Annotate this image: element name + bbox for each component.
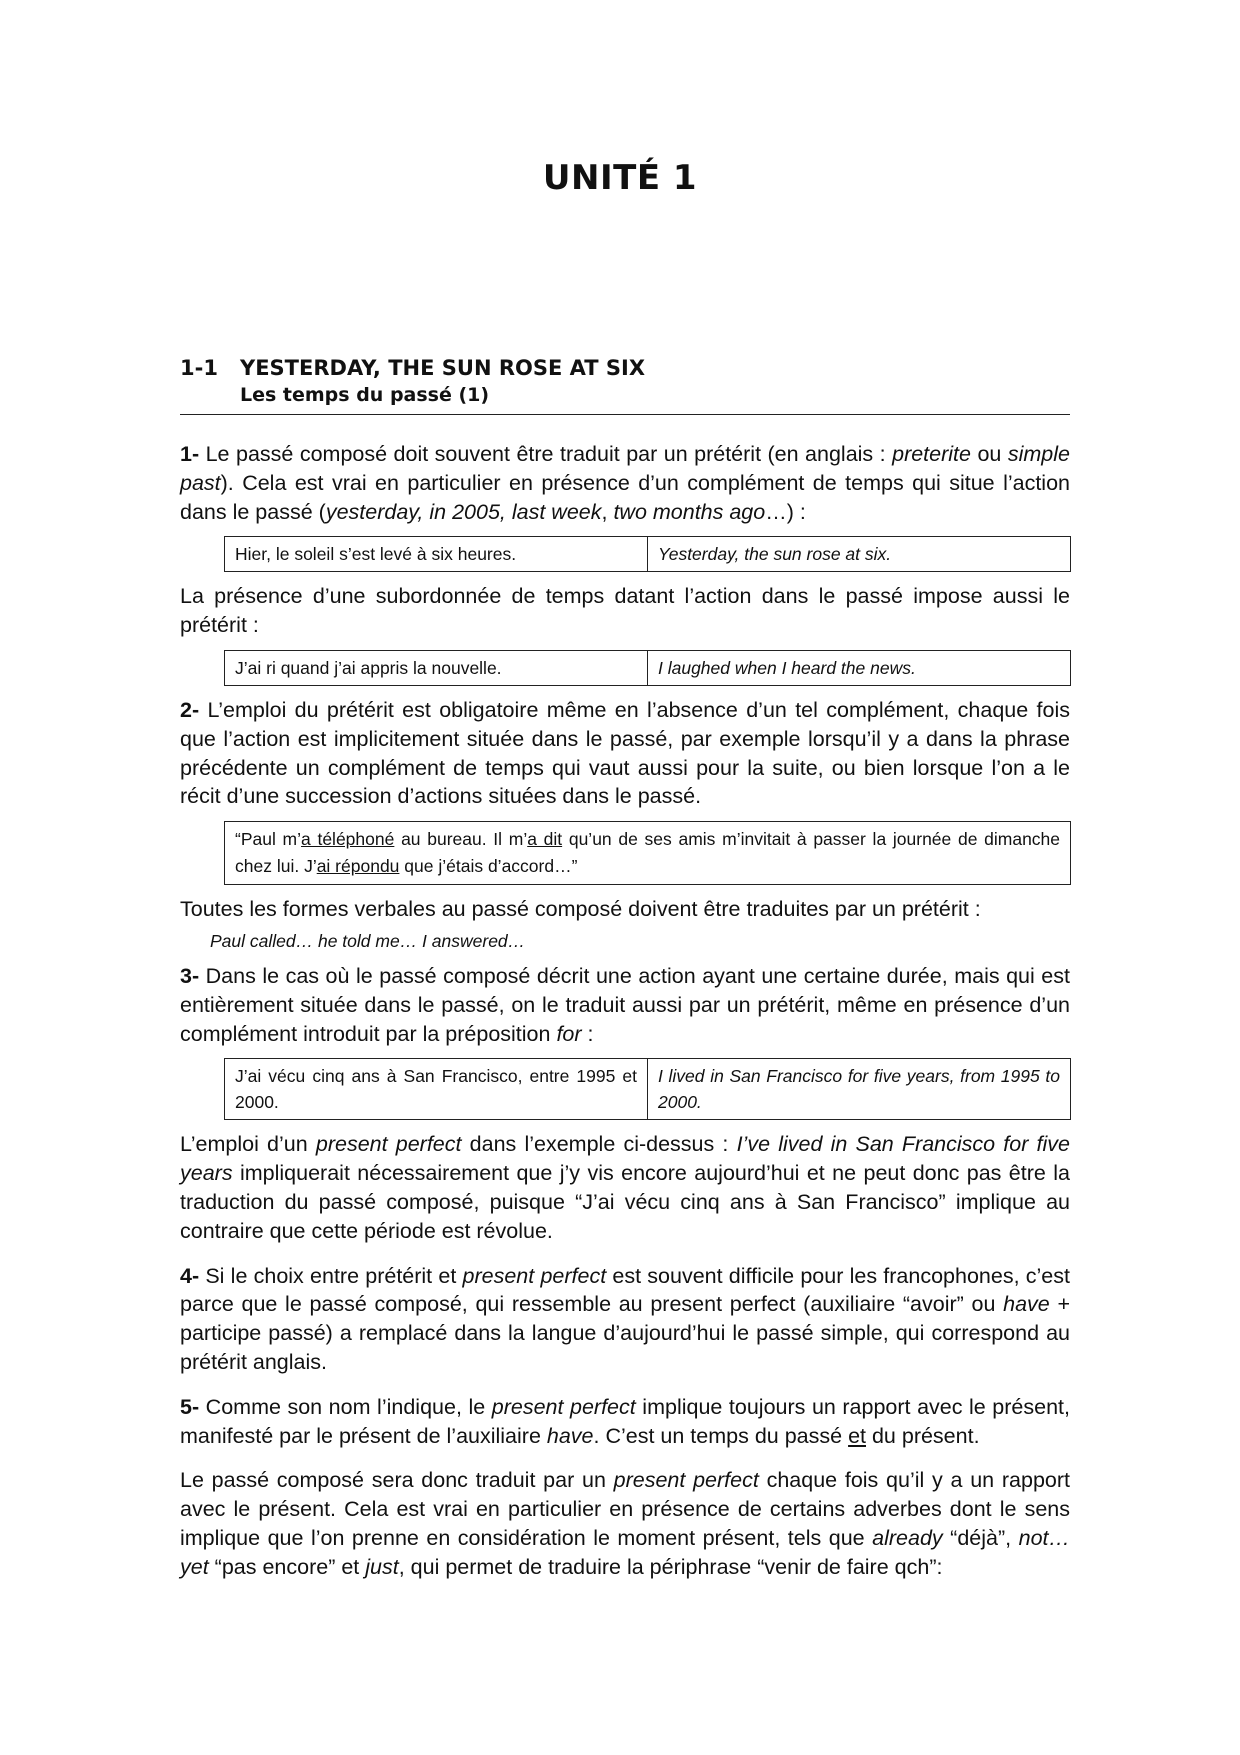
text-run: ou — [970, 442, 1008, 466]
text-run: L’emploi du prétérit est obligatoire même en l’absence d’un tel complément, chaque fois que l’action est implicitement située dans le passé, par exemple lorsqu’il y a dans la phrase précédente un complément de temps qui vaut aussi pour la suite, ou bien lorsque l’on a le récit d’une succession d’actions situées dans le passé. — [180, 697, 1070, 809]
paragraph-2 — [180, 696, 1070, 811]
section-subtitle: Les temps du passé (1) — [240, 384, 490, 406]
underlined-verb: a dit — [527, 829, 563, 850]
example-quote-box — [224, 821, 1071, 885]
text-run: du présent. — [866, 1423, 980, 1448]
italic-term: present perfect — [462, 1263, 607, 1288]
section-number: 1-1 — [180, 356, 218, 380]
paragraph-5 — [180, 1393, 1070, 1451]
paragraph-1 — [180, 440, 1070, 526]
text-run: ). Cela est vrai en particulier en présence d’un complément de temps qui situe l’action dans le passé ( — [180, 470, 1070, 524]
text-run: , qui permet de traduire la périphrase “venir de faire qch”: — [398, 1554, 943, 1579]
example-english: I lived in San Francisco for five years, from 1995 to 2000. — [648, 1059, 1071, 1120]
paragraph-number: 1- — [180, 442, 200, 466]
section-divider — [180, 414, 1070, 415]
paragraph-3 — [180, 962, 1070, 1048]
section-header — [180, 356, 1070, 415]
text-run: Le passé composé doit souvent être traduit par un prétérit (en anglais : — [199, 442, 893, 466]
text-run: . C’est un temps du passé — [593, 1423, 849, 1448]
paragraph-6 — [180, 1466, 1070, 1581]
italic-term: present perfect — [315, 1132, 462, 1157]
text-run: Comme son nom l’indique, le — [199, 1394, 492, 1419]
italic-term: not… yet — [180, 1525, 1070, 1579]
example-french: J’ai ri quand j’ai appris la nouvelle. — [225, 650, 648, 685]
underlined-word: et — [848, 1423, 866, 1448]
example-table-2 — [224, 650, 1071, 686]
italic-term: have — [546, 1423, 594, 1448]
italic-term: already — [872, 1525, 943, 1550]
text-run: “pas encore” et — [208, 1554, 366, 1579]
italic-term: simple past — [180, 442, 1070, 495]
example-row — [225, 537, 1071, 572]
section-title: YESTERDAY, THE SUN ROSE AT SIX — [240, 356, 646, 380]
example-table-1 — [224, 536, 1071, 572]
example-table-3 — [224, 1058, 1071, 1120]
paragraph-number: 3- — [180, 963, 200, 988]
paragraph-2b: Toutes les formes verbales au passé composé doivent être traduites par un prétérit : — [180, 897, 981, 922]
example-french: J’ai vécu cinq ans à San Francisco, entre 1995 et 2000. — [225, 1059, 648, 1120]
text-run: J’ — [304, 856, 317, 877]
text-run: + participe passé) a remplacé dans la langue d’aujourd’hui le passé simple, qui correspond au prétérit anglais. — [180, 1292, 1071, 1374]
text-run: chaque fois qu’il y a un rapport avec le présent. Cela est vrai en particulier en présence de certains adverbes dont le sens implique que l’on prenne en considération le moment présent, tels que — [180, 1468, 1070, 1550]
example-english: Yesterday, the sun rose at six. — [648, 537, 1071, 572]
underlined-verb: a téléphoné — [301, 829, 395, 850]
text-run: Le passé composé sera donc traduit par un — [180, 1468, 614, 1493]
italic-term: yesterday, in 2005, last week — [325, 499, 602, 524]
text-run: que j’étais d’accord…” — [399, 856, 578, 877]
underlined-verb: ai répondu — [316, 856, 400, 877]
text-run: au bureau. Il m’ — [394, 829, 528, 850]
text-run: Dans le cas où le passé composé décrit une action ayant une certaine durée, mais qui est entièrement située dans le passé, on le traduit aussi par un prétérit, même en présence d’un complément introduit par la préposition — [180, 963, 1070, 1046]
italic-term: present perfect — [613, 1468, 759, 1493]
text-run: , — [601, 499, 614, 524]
text-run: qu’un de ses amis m’invitait à passer la journée de dimanche chez lui. — [235, 829, 1061, 877]
text-run: “Paul m’ — [235, 829, 302, 850]
italic-term: present perfect — [491, 1394, 636, 1419]
italic-term: two months ago — [613, 499, 766, 524]
text-run: implique toujours un rapport avec le présent, manifesté par le présent de l’auxiliaire — [180, 1394, 1070, 1448]
page-title: UNITÉ 1 — [542, 158, 698, 198]
italic-term: have — [1003, 1292, 1050, 1317]
text-run: L’emploi d’un — [180, 1132, 316, 1157]
example-translation: Paul called… he told me… I answered… — [210, 930, 526, 951]
text-run: impliquerait nécessairement que j’y vis encore aujourd’hui et ne peut donc pas être la traduction du passé composé, puisque “J’ai vécu cinq ans à San Francisco” implique au contraire que cette période est révolue. — [180, 1161, 1070, 1243]
paragraph-number: 4- — [180, 1263, 200, 1288]
example-english: I laughed when I heard the news. — [648, 650, 1071, 685]
paragraph-3b — [180, 1130, 1070, 1245]
text-run: “déjà”, — [942, 1525, 1019, 1550]
example-row — [225, 1059, 1071, 1120]
paragraph-1b: La présence d’une subordonnée de temps datant l’action dans le passé impose aussi le prétérit : — [180, 584, 1070, 638]
italic-term: for — [556, 1021, 582, 1046]
italic-term: just — [365, 1554, 399, 1579]
text-run: …) : — [765, 499, 806, 524]
paragraph-number: 5- — [180, 1394, 200, 1419]
text-run: : — [581, 1021, 594, 1046]
text-run: est souvent difficile pour les francophones, c’est parce que le passé composé, qui ressemble au present perfect (auxiliaire “avoir” ou — [180, 1263, 1070, 1317]
paragraph-number: 2- — [180, 697, 200, 722]
body-text — [180, 440, 1070, 1598]
italic-term: preterite — [892, 442, 971, 466]
italic-term: I’ve lived in San Francisco for five years — [180, 1132, 1070, 1186]
example-row — [225, 650, 1071, 685]
text-run: dans l’exemple ci-dessus : — [461, 1132, 737, 1157]
paragraph-4 — [180, 1262, 1070, 1377]
text-run: Si le choix entre prétérit et — [199, 1263, 463, 1288]
example-french: Hier, le soleil s’est levé à six heures. — [225, 537, 648, 572]
